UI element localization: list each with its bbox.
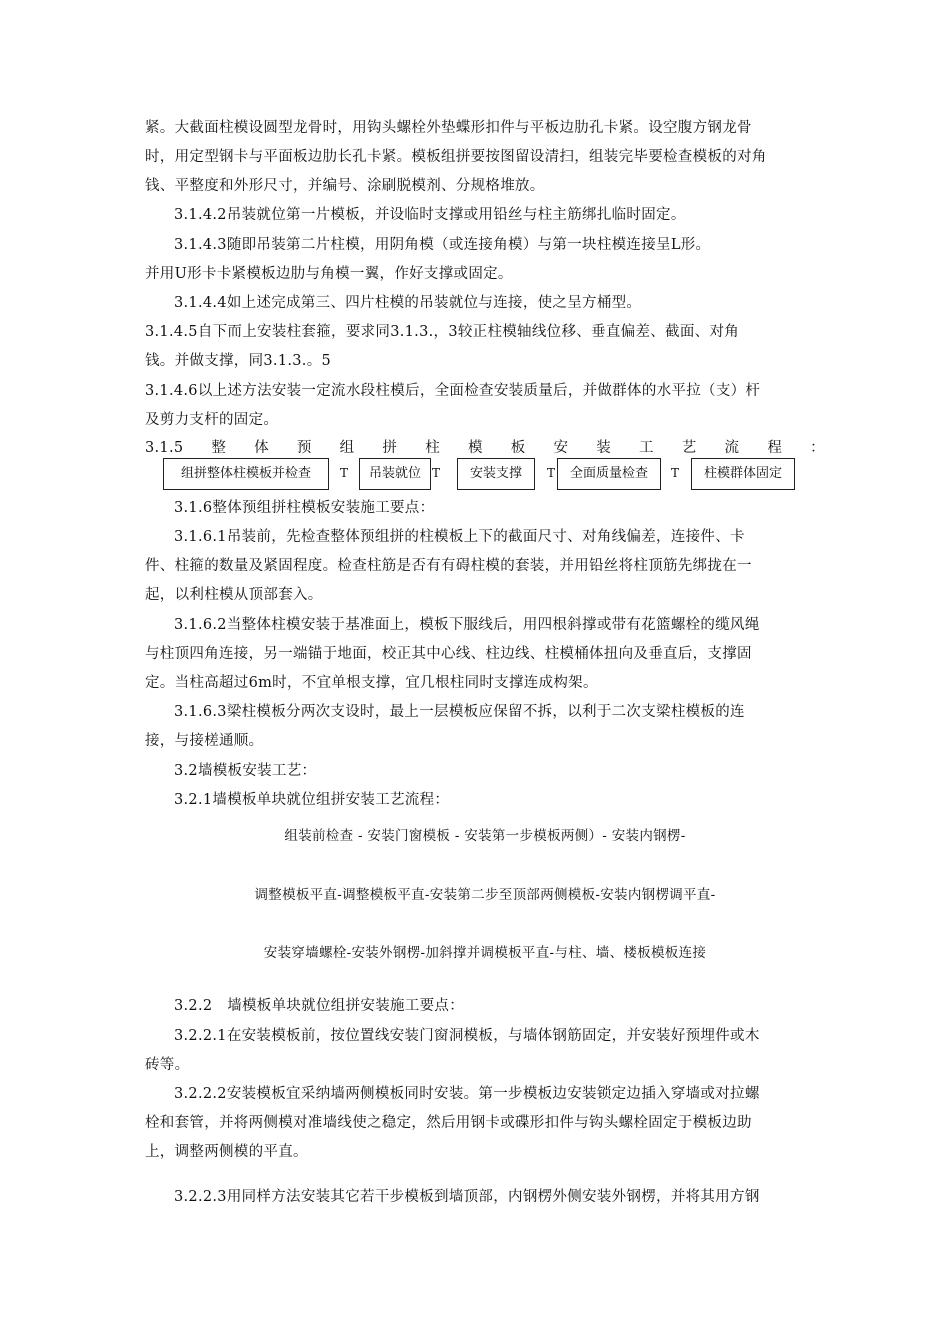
text-line: 钱。并做支撑，同3.1.3.。5 xyxy=(145,353,332,369)
heading-char: 拼 xyxy=(382,440,398,456)
text-line: 3.2墙模板安装工艺： xyxy=(174,763,317,779)
section-heading-315 xyxy=(145,438,825,458)
flow-step: 全面质量检查 xyxy=(557,458,661,490)
heading-char: 安 xyxy=(553,440,569,456)
heading-char: 整 xyxy=(211,440,227,456)
text-line: 起，以利柱模从顶部套入。 xyxy=(145,587,323,603)
text-line: 砖等。 xyxy=(145,1057,190,1073)
flow-arrow: T xyxy=(671,466,680,480)
wall-flow-line: 组装前检查 - 安装门窗模板 - 安装第一步模板两侧）- 安装内钢楞- xyxy=(284,828,686,844)
text-line: 时，用定型钢卡与平面板边肋长孔卡紧。模板组拼要按图留设清扫，组装完毕要检查模板的对角 xyxy=(145,149,767,165)
heading-char: 程 xyxy=(767,440,783,456)
heading-char: 预 xyxy=(296,440,312,456)
text-line: 3.1.4.3随即吊装第二片柱模，用阴角模（或连接角模）与第一块柱模连接呈L形。 xyxy=(174,237,711,253)
text-line: 3.1.6.2当整体柱模安装于基准面上，模板下服线后，用四根斜撑或带有花篮螺栓的缆风绳 xyxy=(174,617,760,633)
text-line: 栓和套管，并将两侧模对准墙线使之稳定，然后用钢卡或碟形扣件与钩头螺栓固定于模板边助 xyxy=(145,1115,752,1131)
text-line: 3.1.4.6以上述方法安装一定流水段柱模后，全面检查安装质量后，并做群体的水平拉（支）杆 xyxy=(145,383,761,399)
wall-flow-line: 调整模板平直-调整模板平直-安装第二步至顶部两侧模板-安装内钢楞调平直- xyxy=(254,887,716,903)
heading-char: 工 xyxy=(639,440,654,456)
text-line: 接，与接槎通顺。 xyxy=(145,733,264,749)
text-line: 3.2.2.2安装模板宜采纳墙两侧模板同时安装。第一步模板边安装锁定边插入穿墙或对拉螺 xyxy=(174,1086,760,1102)
text-line: 定。当柱高超过6m时，不宜单根支撑，宜几根柱同时支撑连成构架。 xyxy=(145,675,598,691)
text-line: 3.2.2 墙模板单块就位组拼安装施工要点： xyxy=(174,998,464,1014)
text-line: 件、柱箍的数量及紧固程度。检查柱筋是否有有碍柱模的套装，并用铅丝将柱顶筋先绑拢在一 xyxy=(145,558,752,574)
flow-arrow: T xyxy=(547,466,556,480)
text-line: 3.1.4.5自下而上安装柱套箍，要求同3.1.3.，3较正柱模轴线位移、垂直偏差、截面、对角 xyxy=(145,324,740,340)
heading-char: 模 xyxy=(467,440,483,456)
text-line: 钱、平整度和外形尺寸，并编号、涂刷脱模剂、分规格堆放。 xyxy=(145,178,545,194)
wall-flow-line: 安装穿墙螺栓-安装外钢楞-加斜撑并调模板平直-与柱、墙、楼板模板连接 xyxy=(263,945,707,961)
text-line: 3.1.6.3梁柱模板分两次支设时，最上一层模板应保留不拆，以利于二次支梁柱模板的连 xyxy=(174,704,745,720)
heading-char: 艺 xyxy=(681,440,697,456)
heading-char: 3.1.5 xyxy=(145,440,184,456)
text-line: 3.2.2.1在安装模板前，按位置线安装门窗洞模板，与墙体钢筋固定，并安装好预埋件或木 xyxy=(174,1028,760,1044)
heading-char: ： xyxy=(810,440,825,456)
heading-char: 装 xyxy=(596,440,612,456)
text-line: 3.2.1墙模板单块就位组拼安装工艺流程： xyxy=(174,792,450,808)
flow-step: 吊装就位 xyxy=(359,458,431,490)
heading-char: 组 xyxy=(339,440,355,456)
heading-char: 流 xyxy=(724,440,740,456)
flow-step: 安装支撑 xyxy=(457,458,535,490)
heading-char: 体 xyxy=(254,440,269,456)
text-line: 3.1.4.2吊装就位第一片模板，并设临时支撑或用铅丝与柱主筋绑扎临时固定。 xyxy=(174,207,686,223)
text-line: 与柱顶四角连接，另一端锚于地面，校正其中心线、柱边线、柱模桶体扭向及垂直后，支撑固 xyxy=(145,646,752,662)
text-line: 及剪力支杆的固定。 xyxy=(145,412,279,428)
text-line: 上，调整两侧模的平直。 xyxy=(145,1144,308,1160)
text-line: 3.1.6整体预组拼柱模板安装施工要点： xyxy=(174,500,435,516)
text-line: 紧。大截面柱模设圆型龙骨时，用钩头螺栓外垫蝶形扣件与平板边肋孔卡紧。设空腹方钢龙骨 xyxy=(145,120,752,136)
heading-char: 板 xyxy=(510,440,526,456)
text-line: 3.1.6.1吊装前，先检查整体预组拼的柱模板上下的截面尺寸、对角线偏差，连接件、卡 xyxy=(174,529,745,545)
flow-arrow: T xyxy=(432,466,441,480)
flow-step: 组拼整体柱模板并检查 xyxy=(163,458,329,490)
heading-char: 柱 xyxy=(425,440,440,456)
text-line: 3.1.4.4如上述完成第三、四片柱模的吊装就位与连接，使之呈方桶型。 xyxy=(174,295,642,311)
text-line: 3.2.2.3用同样方法安装其它若干步模板到墙顶部，内钢楞外侧安装外钢楞，并将其用方钢 xyxy=(174,1189,760,1205)
flow-arrow: T xyxy=(340,466,349,480)
text-line: 并用U形卡卡紧模板边肋与角模一翼，作好支撑或固定。 xyxy=(145,266,513,282)
flow-step: 柱模群体固定 xyxy=(691,458,795,490)
